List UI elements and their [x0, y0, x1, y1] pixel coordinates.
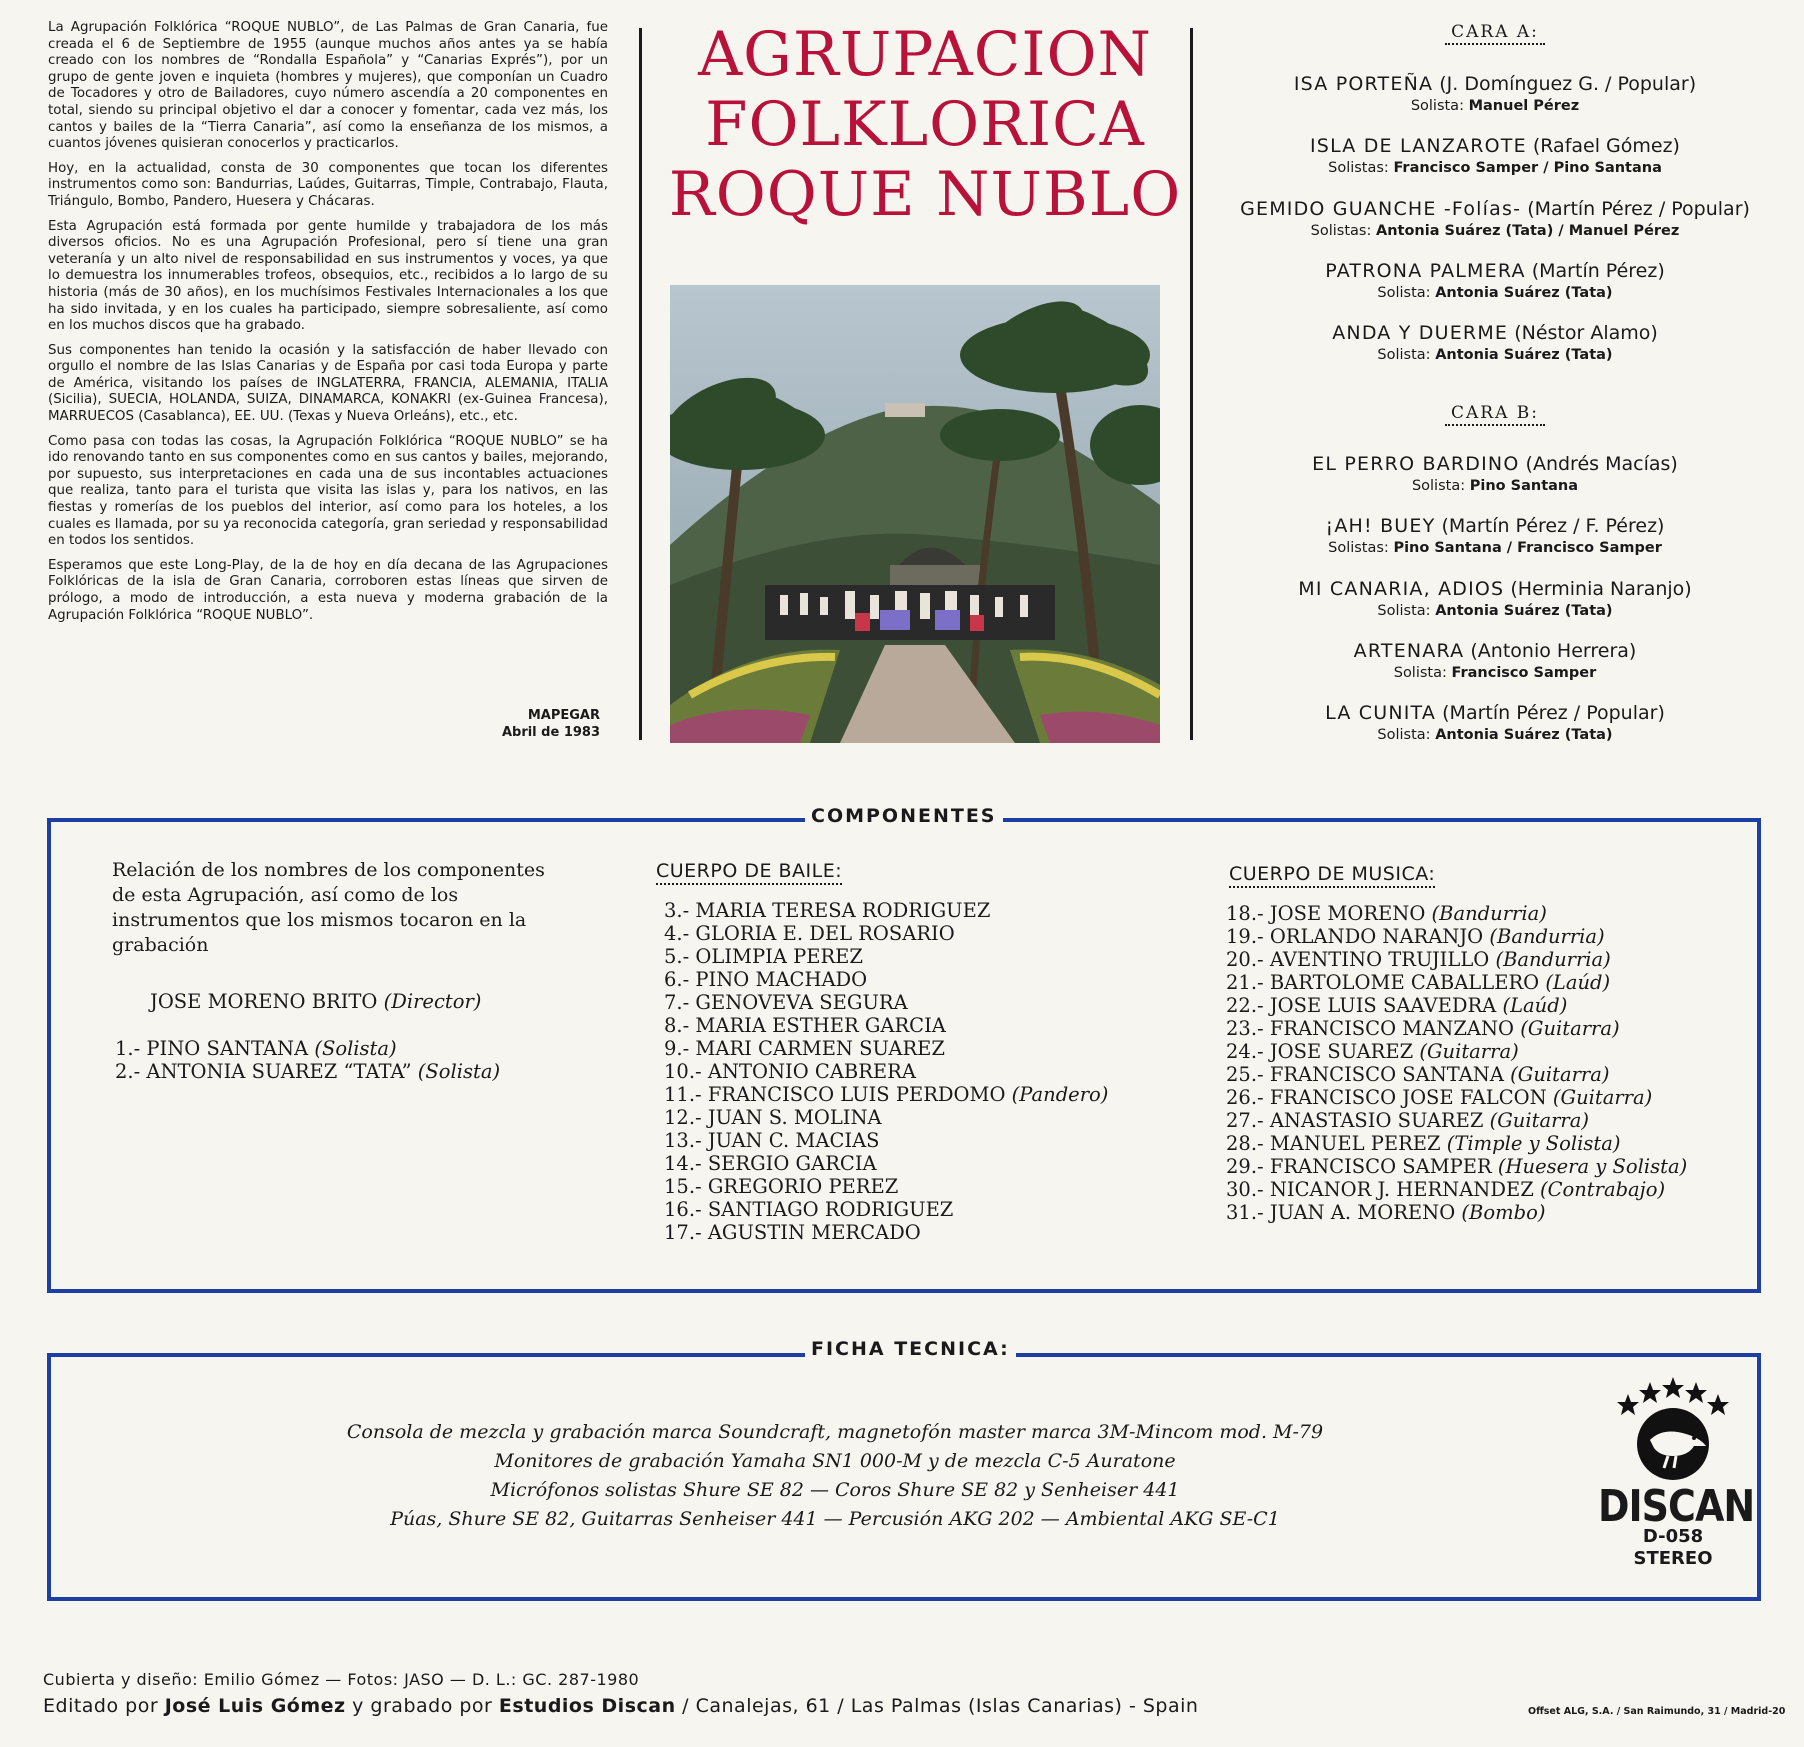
ficha-line: Micrófonos solistas Shure SE 82 — Coros Shure SE 82 y Senheiser 441 [490, 1479, 1180, 1501]
audio-format: STEREO [1633, 1548, 1713, 1569]
track-soloists: Antonia Suárez (Tata) / Manuel Pérez [1375, 223, 1680, 239]
track-author: (Martín Pérez / Popular) [1527, 198, 1750, 220]
list-item [664, 1221, 1108, 1244]
item-num: 5.- [664, 945, 690, 968]
list-item [1226, 1017, 1687, 1040]
item-name: AGUSTIN MERCADO [707, 1221, 921, 1244]
track-name: ARTENARA [1353, 640, 1465, 662]
signature-date: Abril de 1983 [501, 725, 600, 740]
track-role: Solista: [1377, 347, 1431, 363]
track-item [1195, 452, 1795, 496]
list-item [664, 945, 1108, 968]
item-num: 11.- [664, 1083, 702, 1106]
signature-name: MAPEGAR [527, 708, 600, 723]
componentes-intro [112, 858, 572, 958]
album-title [660, 20, 1190, 230]
item-name: SERGIO GARCIA [707, 1152, 877, 1175]
track-name: ISA PORTEÑA [1293, 73, 1434, 95]
item-name: ANTONIA SUAREZ “TATA” [146, 1060, 412, 1083]
item-num: 12.- [664, 1106, 702, 1129]
list-item [1226, 1086, 1687, 1109]
intro-text: Relación de los nombres de los componentes de esta Agrupación, así como de los instrumentos que los mismos tocaron en la grabación [112, 859, 545, 956]
item-num: 15.- [664, 1175, 702, 1198]
essay-paragraph: Como pasa con todas las cosas, la Agrupación Folklórica “ROQUE NUBLO” se ha ido renovando tanto en sus componentes como en sus cantos y bailes, mejorando, por supuesto, sus interpretaciones en cada una de sus incontables actuaciones que realiza, tanto para el turista que visita las islas y, para los nativos, en las fiestas y romerías de los pueblos del interior, así como para los hoteles, a los cuales es llamada, por su ya reconocida categoría, gran seriedad y responsabilidad en todos los sentidos. [48, 433, 608, 549]
ficha-heading: FICHA TECNICA: [805, 1338, 1016, 1360]
item-num: 4.- [664, 922, 690, 945]
list-item [1226, 1155, 1687, 1178]
ficha-line: Púas, Shure SE 82, Guitarras Senheiser 441 — Percusión AKG 202 — Ambiental AKG SE-C1 [390, 1508, 1280, 1530]
item-role: (Guitarra) [1510, 1063, 1610, 1086]
list-item [664, 1014, 1108, 1037]
side-a-heading: CARA A: [1445, 22, 1545, 45]
item-num: 27.- [1226, 1109, 1264, 1132]
credits-editor: José Luis Gómez [164, 1695, 346, 1717]
soloists-list [115, 1037, 500, 1083]
musica-heading: CUERPO DE MUSICA: [1229, 863, 1435, 888]
item-name: JOSE SUAREZ [1269, 1040, 1414, 1063]
item-name: MARIA ESTHER GARCIA [695, 1014, 946, 1037]
list-item [664, 991, 1108, 1014]
item-num: 16.- [664, 1198, 702, 1221]
track-name: PATRONA PALMERA [1325, 260, 1526, 282]
item-num: 22.- [1226, 994, 1264, 1017]
track-item [1195, 514, 1795, 558]
track-role: Solistas: [1328, 540, 1389, 556]
side-b-heading: CARA B: [1445, 403, 1545, 426]
item-name: BARTOLOME CABALLERO [1269, 971, 1540, 994]
list-item [664, 1106, 1108, 1129]
track-role: Solistas: [1328, 160, 1389, 176]
track-author: (Martín Pérez / F. Pérez) [1441, 515, 1665, 537]
track-author: (Martín Pérez) [1531, 260, 1665, 282]
musica-list [1226, 902, 1687, 1224]
list-item [1226, 971, 1687, 994]
list-item [115, 1037, 500, 1060]
track-soloists: Antonia Suárez (Tata) [1435, 727, 1613, 743]
title-line-2: FOLKLORICA [705, 89, 1145, 160]
photo-illustration [670, 285, 1160, 743]
list-item [664, 1129, 1108, 1152]
list-item [664, 899, 1108, 922]
track-soloists: Antonia Suárez (Tata) [1435, 347, 1613, 363]
track-name: LA CUNITA [1325, 702, 1437, 724]
item-num: 2.- [115, 1060, 141, 1083]
track-author: (Herminia Naranjo) [1510, 578, 1692, 600]
list-item [664, 1060, 1108, 1083]
credits-part: y grabado por [345, 1695, 499, 1717]
credits-part: / Canalejas, 61 / Las Palmas (Islas Canarias) - Spain [675, 1695, 1199, 1717]
track-author: (Martín Pérez / Popular) [1442, 702, 1665, 724]
track-soloists: Antonia Suárez (Tata) [1435, 285, 1613, 301]
track-item [1195, 197, 1795, 241]
item-num: 29.- [1226, 1155, 1264, 1178]
track-name: ¡AH! BUEY [1325, 515, 1436, 537]
item-name: GENOVEVA SEGURA [695, 991, 908, 1014]
credits-line-1: Cubierta y diseño: Emilio Gómez — Fotos: JASO — D. L.: GC. 287-1980 [43, 1670, 640, 1689]
list-item [115, 1060, 500, 1083]
track-soloists: Manuel Pérez [1468, 98, 1580, 114]
item-name: JUAN C. MACIAS [707, 1129, 880, 1152]
item-name: FRANCISCO JOSE FALCON [1269, 1086, 1547, 1109]
track-name: EL PERRO BARDINO [1312, 453, 1520, 475]
item-name: FRANCISCO MANZANO [1269, 1017, 1515, 1040]
ficha-line: Monitores de grabación Yamaha SN1 000-M y de mezcla C-5 Auratone [494, 1450, 1176, 1472]
item-name: JOSE MORENO [1269, 902, 1426, 925]
track-role: Solista: [1410, 98, 1464, 114]
printer-credit: Offset ALG, S.A. / San Raimundo, 31 / Madrid-20 [1528, 1706, 1786, 1717]
item-role: (Guitarra) [1419, 1040, 1519, 1063]
item-num: 20.- [1226, 948, 1264, 971]
item-role: (Solista) [417, 1060, 501, 1083]
item-name: JUAN A. MORENO [1269, 1201, 1456, 1224]
track-soloists: Francisco Samper [1451, 665, 1597, 681]
item-name: PINO SANTANA [146, 1037, 309, 1060]
list-item [664, 1037, 1108, 1060]
list-item [1226, 1063, 1687, 1086]
logo-brand: DISCAN [1598, 1480, 1755, 1532]
track-item [1195, 72, 1795, 116]
bird-logo-icon [1608, 1372, 1738, 1482]
ficha-text [60, 1418, 1610, 1534]
track-author: (J. Domínguez G. / Popular) [1439, 73, 1697, 95]
item-num: 21.- [1226, 971, 1264, 994]
list-item [1226, 1178, 1687, 1201]
list-item [664, 1083, 1108, 1106]
item-name: ANTONIO CABRERA [707, 1060, 916, 1083]
essay-signature [470, 707, 600, 741]
item-role: (Bandurria) [1431, 902, 1547, 925]
item-name: GLORIA E. DEL ROSARIO [695, 922, 955, 945]
item-name: JUAN S. MOLINA [707, 1106, 882, 1129]
track-role: Solista: [1377, 603, 1431, 619]
componentes-heading: COMPONENTES [805, 805, 1003, 827]
item-name: MARIA TERESA RODRIGUEZ [695, 899, 991, 922]
credits-line-2 [43, 1693, 1198, 1719]
track-item [1195, 577, 1795, 621]
item-num: 25.- [1226, 1063, 1264, 1086]
item-name: ORLANDO NARANJO [1269, 925, 1484, 948]
item-name: SANTIAGO RODRIGUEZ [707, 1198, 954, 1221]
item-num: 30.- [1226, 1178, 1264, 1201]
director-role: (Director) [383, 990, 482, 1013]
item-role: (Laúd) [1502, 994, 1568, 1017]
item-num: 9.- [664, 1037, 690, 1060]
item-num: 24.- [1226, 1040, 1264, 1063]
credits-studio: Estudios Discan [498, 1695, 676, 1717]
track-item [1195, 259, 1795, 303]
list-item [664, 1152, 1108, 1175]
credits-part: Editado por [43, 1695, 165, 1717]
group-photo [670, 285, 1160, 743]
track-item [1195, 639, 1795, 683]
track-item [1195, 321, 1795, 365]
list-item [664, 1175, 1108, 1198]
item-num: 13.- [664, 1129, 702, 1152]
item-name: GREGORIO PEREZ [707, 1175, 899, 1198]
track-role: Solistas: [1310, 223, 1372, 239]
track-author: (Rafael Gómez) [1532, 135, 1680, 157]
track-author: (Andrés Macías) [1525, 453, 1678, 475]
item-num: 6.- [664, 968, 690, 991]
track-soloists: Pino Santana [1469, 478, 1579, 494]
track-name: ANDA Y DUERME [1332, 322, 1509, 344]
item-role: (Guitarra) [1489, 1109, 1589, 1132]
item-name: AVENTINO TRUJILLO [1269, 948, 1490, 971]
item-role: (Guitarra) [1520, 1017, 1620, 1040]
item-name: MARI CARMEN SUAREZ [695, 1037, 945, 1060]
item-name: FRANCISCO SAMPER [1269, 1155, 1492, 1178]
essay-paragraph: La Agrupación Folklórica “ROQUE NUBLO”, de Las Palmas de Gran Canaria, fue creada el 6 de Septiembre de 1955 (aunque muchos años antes ya se había creado con los nombres de “Rondalla Española” y “Canarias Exprés”), por un grupo de gente joven e inquieta (hombres y mujeres), que componían un Cuadro de Tocadores y otro de Bailadores, cuyo número ascendía a 20 componentes en total, siendo su principal objetivo el dar a conocer y fomentar, cada vez más, los cantos y bailes de la “Tierra Canaria”, así como la enseñanza de los mismos, a cuantos jóvenes quisieran conocerlos y practicarlos. [48, 20, 608, 152]
item-num: 18.- [1226, 902, 1264, 925]
item-role: (Bombo) [1461, 1201, 1546, 1224]
item-role: (Bandurria) [1495, 948, 1611, 971]
track-author: (Néstor Alamo) [1514, 322, 1658, 344]
item-num: 26.- [1226, 1086, 1264, 1109]
essay-paragraph: Esperamos que este Long-Play, de la de hoy en día decana de las Agrupaciones Folklóricas de la isla de Gran Canaria, corroboren estas líneas que sirven de prólogo, a modo de introducción, a esta nueva y moderna grabación de la Agrupación Folklórica “ROQUE NUBLO”. [48, 557, 608, 623]
essay-paragraph: Hoy, en la actualidad, consta de 30 componentes que tocan los diferentes instrumentos como son: Bandurrias, Laúdes, Guitarras, Timple, Contrabajo, Flauta, Triángulo, Bombo, Pandero, Huesera y Chácaras. [48, 160, 608, 209]
side-b-heading-wrap [1445, 403, 1545, 426]
list-item [1226, 948, 1687, 971]
track-name: GEMIDO GUANCHE -Folías- [1240, 198, 1522, 220]
list-item [1226, 1132, 1687, 1155]
divider-left [639, 28, 642, 740]
item-name: FRANCISCO SANTANA [1269, 1063, 1504, 1086]
list-item [1226, 1040, 1687, 1063]
list-item [1226, 1201, 1687, 1224]
track-soloists: Antonia Suárez (Tata) [1435, 603, 1613, 619]
track-soloists: Francisco Samper / Pino Santana [1393, 160, 1662, 176]
track-soloists: Pino Santana / Francisco Samper [1393, 540, 1662, 556]
track-author: (Antonio Herrera) [1470, 640, 1637, 662]
item-name: OLIMPIA PEREZ [695, 945, 863, 968]
item-role: (Contrabajo) [1539, 1178, 1666, 1201]
essay-paragraph: Sus componentes han tenido la ocasión y la satisfacción de haber llevado con orgullo el nombre de las Islas Canarias y de España por casi toda Europa y parte de América, visitando los países de INGLATERRA, FRANCIA, ALEMANIA, ITALIA (Sicilia), SUECIA, HOLANDA, SUIZA, DINAMARCA, KONAKRI (ex-Guinea Francesa), MARRUECOS (Casablanca), EE. UU. (Texas y Nueva Orleáns), etc., etc. [48, 342, 608, 425]
list-item [1226, 902, 1687, 925]
item-num: 1.- [115, 1037, 141, 1060]
item-role: (Solista) [314, 1037, 397, 1060]
side-a-heading-wrap [1445, 22, 1545, 45]
track-item [1195, 134, 1795, 178]
item-role: (Timple y Solista) [1446, 1132, 1621, 1155]
item-role: (Bandurria) [1489, 925, 1605, 948]
item-num: 7.- [664, 991, 690, 1014]
item-num: 17.- [664, 1221, 702, 1244]
list-item [1226, 925, 1687, 948]
track-role: Solista: [1377, 285, 1431, 301]
baile-list [664, 899, 1108, 1244]
list-item [1226, 1109, 1687, 1132]
baile-heading: CUERPO DE BAILE: [656, 860, 842, 885]
track-item [1195, 701, 1795, 745]
catalog-number: D-058 [1642, 1526, 1704, 1547]
item-role: (Laúd) [1545, 971, 1611, 994]
director-name: JOSE MORENO BRITO [150, 990, 378, 1013]
title-line-1: AGRUPACION [698, 19, 1152, 90]
track-role: Solista: [1377, 727, 1431, 743]
item-num: 31.- [1226, 1201, 1264, 1224]
item-num: 23.- [1226, 1017, 1264, 1040]
item-name: FRANCISCO LUIS PERDOMO [707, 1083, 1006, 1106]
item-num: 3.- [664, 899, 690, 922]
title-line-3: ROQUE NUBLO [668, 159, 1182, 230]
director-line [150, 990, 481, 1013]
list-item [664, 1198, 1108, 1221]
track-role: Solista: [1393, 665, 1447, 681]
list-item [1226, 994, 1687, 1017]
discan-logo [1598, 1372, 1755, 1570]
item-name: ANASTASIO SUAREZ [1269, 1109, 1484, 1132]
item-name: PINO MACHADO [695, 968, 868, 991]
item-name: NICANOR J. HERNANDEZ [1269, 1178, 1534, 1201]
credits [43, 1667, 1198, 1719]
item-role: (Huesera y Solista) [1497, 1155, 1688, 1178]
track-role: Solista: [1411, 478, 1466, 494]
item-role: (Pandero) [1011, 1083, 1109, 1106]
list-item [664, 922, 1108, 945]
essay-paragraph: Esta Agrupación está formada por gente humilde y trabajadora de los más diversos oficios. No es una Agrupación Profesional, pero sí tiene una gran veteranía y un alto nivel de responsabilidad en sus instrumentos y voces, ya que lo demuestra los innumerables trofeos, obsequios, etc., recibidos a lo largo de su historia (más de 30 años), en los muchísimos Festivales Internacionales a los que ha sido invitada, y en los cuales ha participado, siempre sobresaliente, así como en los muchos discos que ha grabado. [48, 218, 608, 334]
divider-right [1190, 28, 1193, 740]
item-num: 14.- [664, 1152, 702, 1175]
track-name: MI CANARIA, ADIOS [1298, 578, 1505, 600]
item-role: (Guitarra) [1552, 1086, 1653, 1109]
item-num: 19.- [1226, 925, 1264, 948]
list-item [664, 968, 1108, 991]
item-num: 8.- [664, 1014, 690, 1037]
item-name: MANUEL PEREZ [1269, 1132, 1441, 1155]
track-name: ISLA DE LANZAROTE [1310, 135, 1527, 157]
item-num: 10.- [664, 1060, 702, 1083]
ficha-line: Consola de mezcla y grabación marca Soundcraft, magnetofón master marca 3M-Mincom mod. M-79 [346, 1421, 1324, 1443]
item-name: JOSE LUIS SAAVEDRA [1269, 994, 1497, 1017]
liner-notes [48, 20, 608, 632]
item-num: 28.- [1226, 1132, 1264, 1155]
